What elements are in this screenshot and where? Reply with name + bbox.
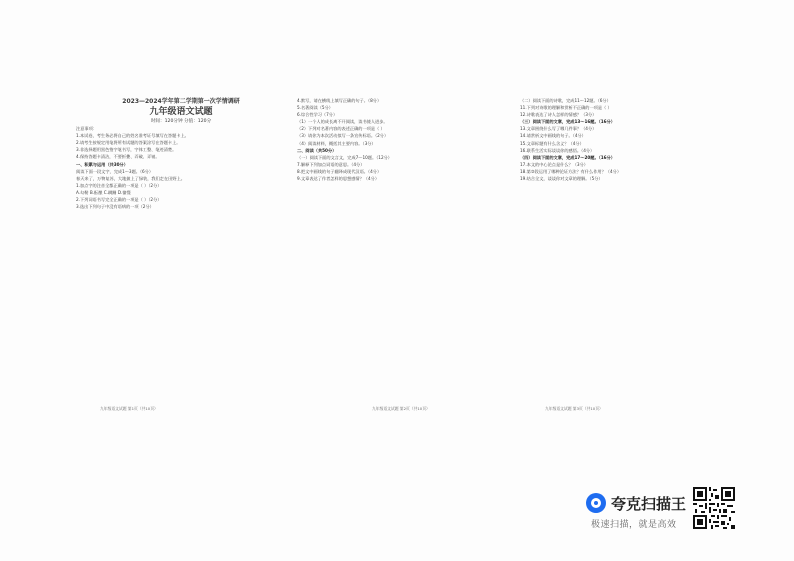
page-footer: 九年级语文试题 第1页（共10页）: [100, 406, 158, 411]
text-line: （一）阅读下面的文言文，完成7～10题。（12分）: [297, 154, 392, 160]
text-line: 14.请赏析文中画线的句子。（4分）: [520, 133, 586, 139]
text-line: 3.非选择题用黑色签字笔书写，字体工整、笔迹清楚。: [76, 147, 177, 153]
exam-time-score: 时间：120分钟 分值：120分: [150, 119, 212, 124]
column-left: [76, 97, 286, 397]
section-heading: （三）阅读下面的文章，完成13～16题。（16分）: [520, 119, 615, 125]
text-line: 1.加点字的注音全都正确的一项是（ ）（2分）: [76, 182, 162, 188]
text-line: 1.本试卷，考生务必将自己的姓名准考证号填写在答题卡上。: [76, 133, 189, 139]
section-heading: 二、阅读（共50分）: [297, 147, 337, 153]
text-line: 15.文章标题有什么含义？（4分）: [520, 140, 584, 146]
text-line: （3）请你为本次活动拟写一条宣传标语。（2分）: [297, 133, 389, 139]
text-line: 12.诗歌表达了诗人怎样的情感？（3分）: [520, 112, 597, 118]
column-right: [520, 97, 726, 397]
section-heading: 一、积累与运用（共30分）: [76, 161, 128, 167]
watermark-slogan: 极速扫描，就是高效: [591, 520, 677, 530]
text-line: （4）阅读材料，概括其主要内容。（3分）: [297, 140, 376, 146]
page-footer: 九年级语文试题 第3页（共10页）: [545, 406, 603, 411]
quark-logo-icon: [586, 493, 606, 513]
section-heading: （四）阅读下面的文章，完成17～20题。（16分）: [520, 154, 615, 160]
text-line: 阅读下面一段文字，完成1～3题。（6分）: [76, 168, 154, 174]
text-line: （二）阅读下面的诗歌，完成11～12题。（6分）: [520, 98, 611, 103]
text-line: 春天来了，万物复苏，大地披上了绿装，我们走在田野上。: [76, 175, 185, 181]
watermark-name: 夸克扫描王: [611, 495, 687, 513]
text-line: 5.名著阅读（5分）: [297, 105, 333, 111]
text-line: 注意事项：: [76, 126, 97, 132]
text-line: 13.文章围绕什么写了哪几件事？（4分）: [520, 126, 597, 132]
exam-header-line: 2023—2024学年第二学期第一次学情调研: [122, 98, 240, 105]
text-line: 4.保持答题卡清洁，不要折叠、弄破、弄皱。: [76, 154, 160, 160]
exam-title: 九年级语文试题: [149, 107, 213, 117]
text-line: 4.默写，请在横线上填写正确的句子。（8分）: [297, 98, 382, 103]
text-line: 19.结合全文，谈谈你对文章的理解。（5分）: [520, 176, 603, 182]
text-line: 11.下列对诗歌的理解和赏析不正确的一项是（ ）: [520, 105, 612, 111]
page-footer: 九年级语文试题 第2页（共10页）: [372, 406, 430, 411]
text-line: 6.综合性学习（7分）: [297, 112, 338, 118]
text-line: （2）下列对名著内容的表述正确的一项是（ ）: [297, 126, 385, 132]
text-line: 8.把文中画线的句子翻译成现代汉语。（4分）: [297, 168, 382, 174]
qr-code-icon: [693, 487, 735, 529]
text-line: 17.本文的中心论点是什么？（3分）: [520, 161, 588, 167]
text-line: A.勾勒 B.酝酿 C.蹒跚 D.憧憬: [76, 189, 131, 195]
text-line: 2.请考生按规定用笔将所有试题的答案涂写在答题卡上。: [76, 140, 181, 146]
text-line: 3.选出下列句子中没有语病的一项（2分）: [76, 204, 154, 210]
text-line: 16.联系生活实际谈谈你的感悟。（4分）: [520, 147, 595, 153]
text-line: 9.文章表达了作者怎样的思想感情？（4分）: [297, 176, 380, 182]
text-line: 7.解释下列加点词语的意思。（4分）: [297, 161, 365, 167]
text-line: 2.下列词语书写完全正确的一项是（ ）（2分）: [76, 197, 162, 203]
text-line: 18.第③段运用了哪种论证方法？有什么作用？（4分）: [520, 168, 622, 174]
text-line: （1）一个人的成长离不开阅读，读书使人进步。: [297, 119, 388, 125]
column-mid: [297, 97, 507, 397]
